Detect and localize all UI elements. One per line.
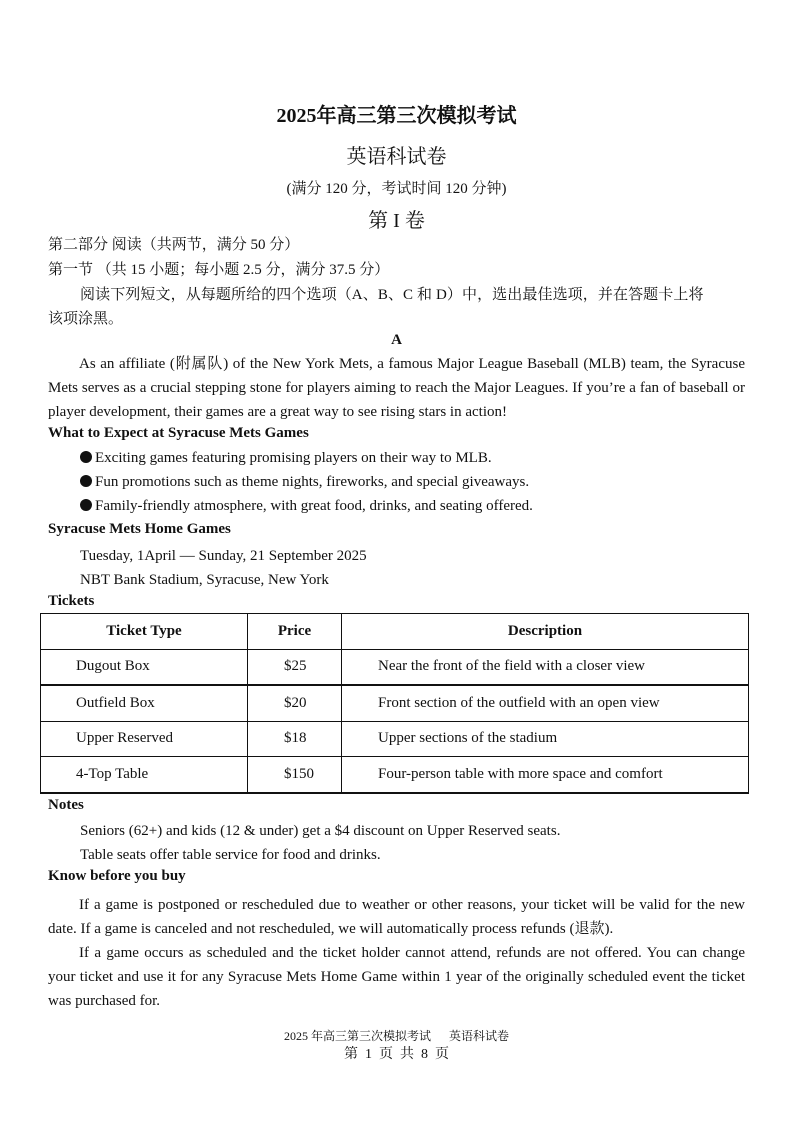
section-heading: 第一节 （共 15 小题；每小题 2.5 分，满分 37.5 分） xyxy=(48,262,390,278)
table-row xyxy=(41,685,749,721)
tickets-heading: Tickets xyxy=(48,593,95,609)
know-paragraph-1: If a game is postponed or rescheduled due to weather or other reasons, your ticket will be valid for the new date. If a game is canceled and not rescheduled, we will automatically process refunds (退款). xyxy=(48,897,745,937)
directions-line-1: 阅读下列短文，从每题所给的四个选项（A、B、C 和 D）中，选出最佳选项，并在答题卡上将 xyxy=(80,287,704,303)
price-cell: $20 xyxy=(248,685,342,721)
column-header: Price xyxy=(248,614,342,650)
expect-item xyxy=(80,474,529,491)
note-item: Seniors (62+) and kids (12 & under) get a $4 discount on Upper Reserved seats. xyxy=(80,823,561,839)
directions-line-2: 该项涂黑。 xyxy=(48,311,124,327)
home-games-dates: Tuesday, 1April — Sunday, 21 September 2025 xyxy=(80,548,367,564)
intro-paragraph: As an affiliate (附属队) of the New York Mets, a famous Major League Baseball (MLB) team, the Syracuse Mets serves as a crucial stepping stone for players aiming to reach the Major Leagues. If you’re a fan of baseball or player development, their games are a great way to see rising stars in action! xyxy=(48,356,745,420)
part-heading: 第二部分 阅读（共两节，满分 50 分） xyxy=(48,237,300,253)
volume-title: 第 I 卷 xyxy=(368,210,425,232)
know-paragraph-2: If a game occurs as scheduled and the ticket holder cannot attend, refunds are not offered. You can change your ticket and use it for any Syracuse Mets Home Game within 1 year of the originally scheduled event the ticket was purchased for. xyxy=(48,945,745,1009)
ticket-type-cell: Upper Reserved xyxy=(41,721,248,757)
exam-title: 2025年高三第三次模拟考试 xyxy=(276,105,517,127)
ticket-type-cell: Outfield Box xyxy=(41,685,248,721)
price-cell: $25 xyxy=(248,649,342,685)
expect-item-text: Fun promotions such as theme nights, fireworks, and special giveaways. xyxy=(95,474,530,490)
note-item: Table seats offer table service for food and drinks. xyxy=(80,847,381,863)
price-cell: $18 xyxy=(248,721,342,757)
home-games-heading: Syracuse Mets Home Games xyxy=(48,521,231,537)
table-row xyxy=(41,721,749,757)
column-header: Ticket Type xyxy=(41,614,248,650)
description-cell: Upper sections of the stadium xyxy=(342,721,749,757)
subject-title: 英语科试卷 xyxy=(346,146,447,168)
bullet-icon xyxy=(80,451,92,463)
page-number: 第 1 页 共 8 页 xyxy=(344,1047,449,1062)
table-row xyxy=(41,649,749,685)
description-cell: Front section of the outfield with an open view xyxy=(342,685,749,721)
expect-item xyxy=(80,450,492,467)
description-cell: Four-person table with more space and comfort xyxy=(342,757,749,793)
column-header: Description xyxy=(342,614,749,650)
bullet-icon xyxy=(80,499,92,511)
exam-info: (满分 120 分，考试时间 120 分钟) xyxy=(286,181,507,197)
expect-item-text: Exciting games featuring promising players on their way to MLB. xyxy=(95,450,492,466)
table-header-row xyxy=(41,614,749,650)
expect-item xyxy=(80,498,533,515)
footer-title: 2025 年高三第三次模拟考试 英语科试卷 xyxy=(283,1029,509,1043)
expect-heading: What to Expect at Syracuse Mets Games xyxy=(48,425,309,441)
notes-heading: Notes xyxy=(48,797,84,813)
bullet-icon xyxy=(80,475,92,487)
ticket-type-cell: 4-Top Table xyxy=(41,757,248,793)
expect-item-text: Family-friendly atmosphere, with great food, drinks, and seating offered. xyxy=(95,498,533,514)
passage-label: A xyxy=(391,332,402,348)
description-cell: Near the front of the field with a closer view xyxy=(342,649,749,685)
home-games-venue: NBT Bank Stadium, Syracuse, New York xyxy=(80,572,329,588)
know-before-heading: Know before you buy xyxy=(48,868,186,884)
ticket-type-cell: Dugout Box xyxy=(41,649,248,685)
table-row xyxy=(41,757,749,793)
price-cell: $150 xyxy=(248,757,342,793)
tickets-table xyxy=(40,613,749,794)
